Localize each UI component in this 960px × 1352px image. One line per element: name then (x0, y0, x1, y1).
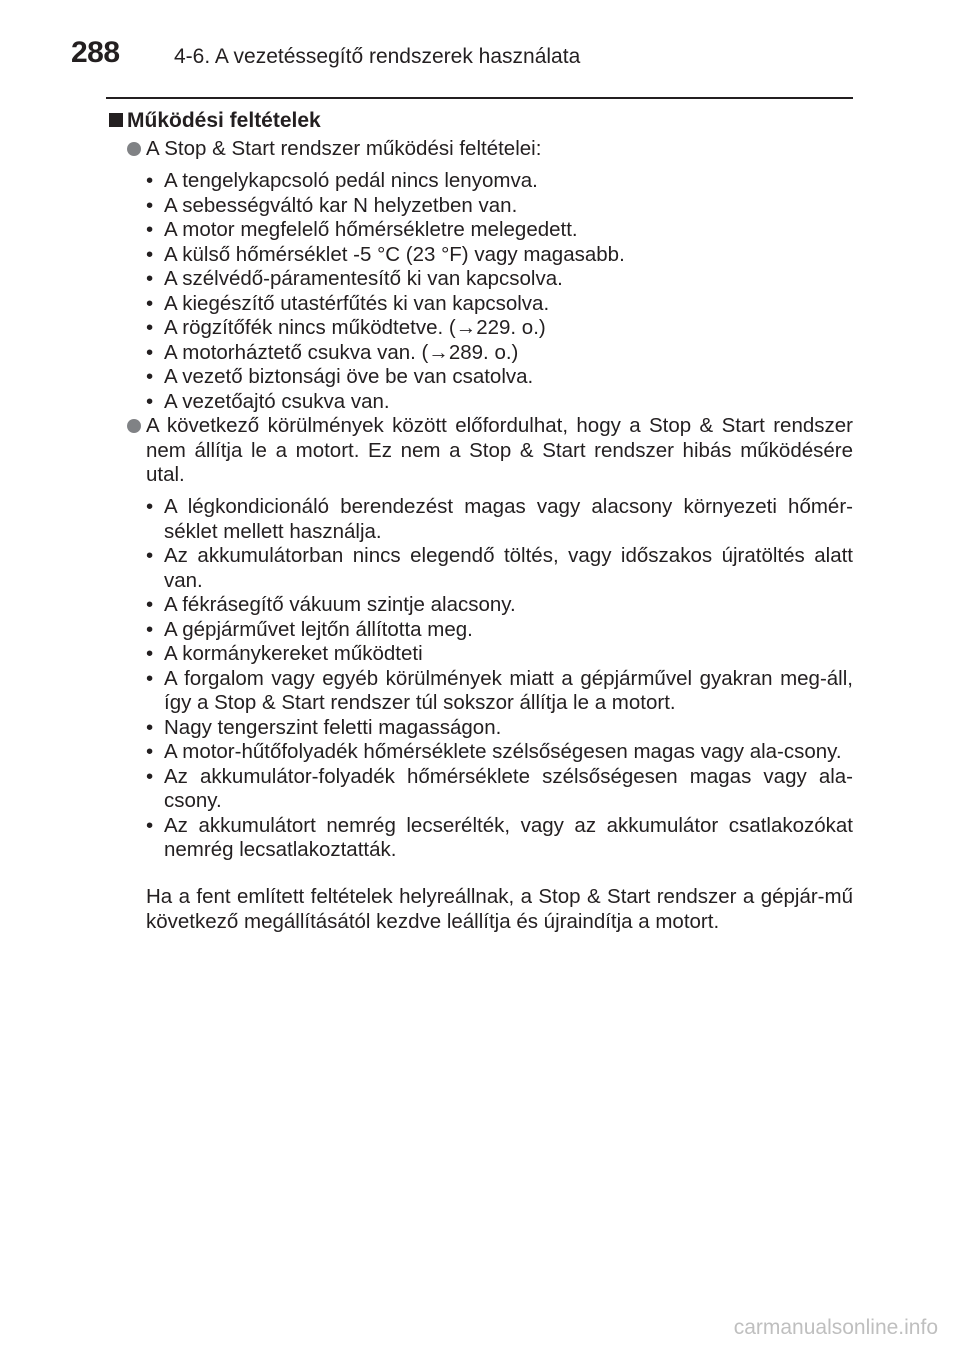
circle-bullet-icon (127, 419, 141, 433)
list-item (146, 365, 853, 390)
page-header (0, 0, 960, 100)
list-item (146, 267, 853, 292)
list-item (146, 740, 853, 765)
list-item-text: A motor megfelelő hőmérsékletre melegedett. (164, 218, 578, 241)
bullet-dot: • (146, 544, 154, 567)
list-item (146, 716, 853, 741)
page-number: 288 (71, 36, 120, 69)
list-item-text: A rögzítőfék nincs működtetve. (→229. o.) (164, 316, 546, 339)
list-item-text: A forgalom vagy egyéb körülmények miatt a gépjárművel gyakran meg-áll, így a Stop & Start rendszer túl sokszor állítja le a motort. (164, 666, 853, 714)
bullet-dot: • (146, 267, 154, 290)
chapter-title: 4-6. A vezetéssegítő rendszerek használata (174, 45, 581, 68)
list-item (146, 618, 853, 643)
bullet-dot: • (146, 365, 154, 388)
list-item (146, 341, 853, 366)
square-bullet-icon (109, 113, 123, 127)
bullet-dot: • (146, 715, 154, 739)
bullet-dot: • (146, 666, 154, 690)
header-rule (106, 97, 853, 99)
list-item (146, 544, 853, 593)
list-item-text: Az akkumulátor-folyadék hőmérséklete szélsőségesen magas vagy ala-csony. (164, 764, 853, 812)
list-item (146, 642, 853, 667)
bullet-dot: • (146, 617, 154, 641)
bullet-dot: • (146, 242, 154, 266)
list-item (146, 495, 853, 544)
list-item (146, 316, 853, 341)
list-item-text: A külső hőmérséklet -5 °C (23 °F) vagy magasabb. (164, 242, 625, 266)
section-heading (109, 109, 321, 133)
list-item-text: A motorháztető csukva van. (→289. o.) (164, 340, 519, 364)
exception-conditions-list (146, 495, 853, 863)
condition-point-1 (127, 137, 853, 162)
condition-point-2 (127, 414, 853, 488)
point-2-text: A következő körülmények között előfordulhat, hogy a Stop & Start rendszer nem állítja le a motort. Ez nem a Stop & Start rendszer hibás működésére utal. (146, 414, 853, 486)
list-item-text: A légkondicionáló berendezést magas vagy alacsony környezeti hőmér-séklet mellett használja. (164, 495, 853, 543)
list-item-text: A vezető biztonsági öve be van csatolva. (164, 365, 534, 388)
list-item (146, 169, 853, 194)
list-item-text: A gépjárművet lejtőn állította meg. (164, 617, 473, 641)
bullet-dot: • (146, 340, 154, 364)
list-item-text: Az akkumulátort nemrég lecserélték, vagy az akkumulátor csatlakozókat nemrég lecsatlakoztatták. (164, 813, 853, 861)
circle-bullet-icon (127, 142, 141, 156)
list-item (146, 194, 853, 219)
list-item (146, 218, 853, 243)
bullet-dot: • (146, 291, 154, 315)
bullet-dot: • (146, 169, 154, 192)
list-item-text: A sebességváltó kar N helyzetben van. (164, 193, 518, 217)
bullet-dot: • (146, 593, 154, 616)
bullet-dot: • (146, 740, 154, 763)
list-item-text: A motor-hűtőfolyadék hőmérséklete szélsőségesen magas vagy ala-csony. (164, 740, 842, 763)
list-item (146, 814, 853, 863)
bullet-dot: • (146, 764, 154, 788)
list-item-text: Az akkumulátorban nincs elegendő töltés, vagy időszakos újratöltés alatt van. (164, 544, 853, 592)
operating-conditions-list (146, 169, 853, 414)
bullet-dot: • (146, 193, 154, 217)
section-heading-text: Működési feltételek (127, 109, 321, 132)
watermark: carmanualsonline.info (733, 1316, 938, 1339)
list-item (146, 765, 853, 814)
list-item-text: A vezetőajtó csukva van. (164, 389, 390, 413)
bullet-dot: • (146, 218, 154, 241)
list-item-text: A szélvédő-páramentesítő ki van kapcsolva. (164, 267, 563, 290)
list-item (146, 292, 853, 317)
bullet-dot: • (146, 642, 154, 665)
bullet-dot: • (146, 813, 154, 837)
list-item (146, 243, 853, 268)
list-item (146, 390, 853, 415)
list-item-text: A kiegészítő utastérfűtés ki van kapcsolva. (164, 291, 550, 315)
point-1-text: A Stop & Start rendszer működési feltételei: (146, 137, 542, 160)
list-item-text: A tengelykapcsoló pedál nincs lenyomva. (164, 169, 538, 192)
list-item-text: Nagy tengerszint feletti magasságon. (164, 715, 502, 739)
bullet-dot: • (146, 316, 154, 339)
list-item (146, 593, 853, 618)
list-item-text: A kormánykereket működteti (164, 642, 423, 665)
list-item (146, 667, 853, 716)
closing-paragraph: Ha a fent említett feltételek helyreállnak, a Stop & Start rendszer a gépjár-mű következő megállításától kezdve leállítja és újraindítja a motort. (146, 885, 853, 933)
bullet-dot: • (146, 389, 154, 413)
bullet-dot: • (146, 495, 154, 518)
list-item-text: A fékrásegítő vákuum szintje alacsony. (164, 593, 516, 616)
